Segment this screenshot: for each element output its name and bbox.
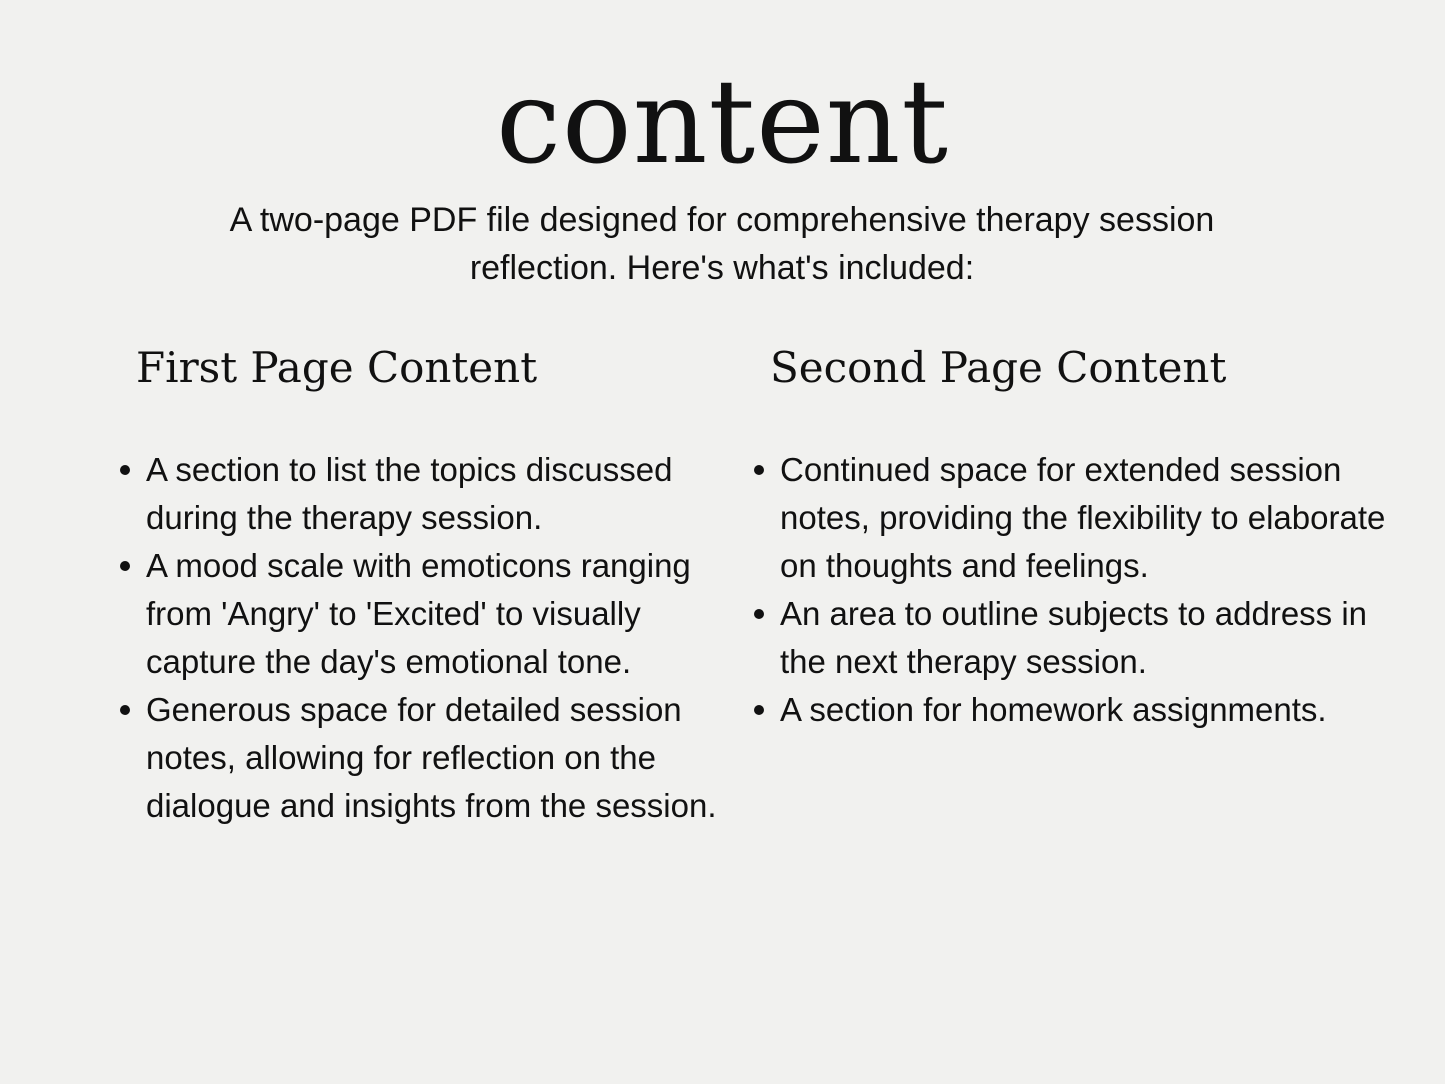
list-item-text: A mood scale with emoticons ranging from 'Angry' to 'Excited' to visually capture the day's emotional tone. [146,547,691,680]
page-subtitle: A two-page PDF file designed for comprehensive therapy session reflection. Here's what's included: [229,201,1215,287]
list-item-text: Continued space for extended session notes, providing the flexibility to elaborate on thoughts and feelings. [780,451,1386,584]
bullet-icon [120,705,130,715]
list-item [752,446,1392,590]
list-item [118,686,728,830]
bullet-icon [120,561,130,571]
bullet-icon [754,705,764,715]
list-item [118,446,728,542]
list-item-text: A section for homework assignments. [780,691,1327,728]
second-page-column [752,336,1392,728]
list-item-text: A section to list the topics discussed during the therapy session. [146,451,673,536]
first-page-heading: First Page Content [136,343,538,392]
bullet-icon [754,465,764,475]
bullet-icon [120,465,130,475]
list-item [752,590,1392,686]
first-page-bullet-list [118,446,728,830]
list-item-text: An area to outline subjects to address in the next therapy session. [780,595,1368,680]
list-item [752,686,1392,734]
first-page-column [118,336,728,824]
second-page-bullet-list [752,446,1392,734]
second-page-heading: Second Page Content [770,343,1227,392]
list-item [118,542,728,686]
page-title: content [495,55,950,190]
bullet-icon [754,609,764,619]
list-item-text: Generous space for detailed session notes, allowing for reflection on the dialogue and insights from the session. [146,691,717,824]
